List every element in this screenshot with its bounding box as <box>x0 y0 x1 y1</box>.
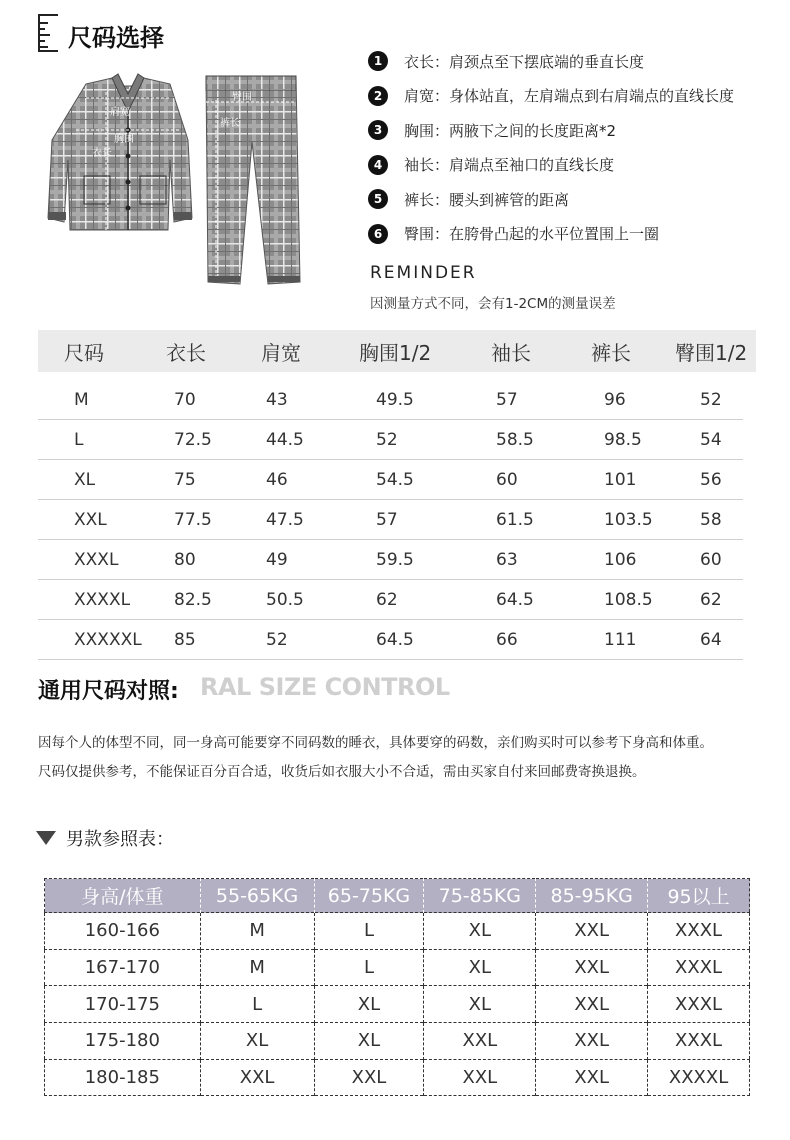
table-cell: 64 <box>700 629 722 650</box>
table-cell: 175-180 <box>45 1023 201 1060</box>
table-cell: XXXL <box>648 986 750 1023</box>
reminder-title: REMINDER <box>370 263 477 283</box>
table-row <box>38 580 743 620</box>
table-cell: M <box>74 389 89 410</box>
table-cell: 57 <box>376 509 398 530</box>
table-row <box>45 986 750 1023</box>
table-cell: XL <box>424 913 536 950</box>
table-row <box>38 500 743 540</box>
note-desc: 两腋下之间的长度距离*2 <box>449 121 617 140</box>
table-cell: M <box>200 913 314 950</box>
table-cell: XXL <box>536 913 648 950</box>
note-item <box>368 182 788 217</box>
table-cell: 62 <box>700 589 722 610</box>
table-cell: 54 <box>700 429 722 450</box>
table-cell: 103.5 <box>604 509 653 530</box>
table-cell: 180-185 <box>45 1059 201 1096</box>
table-cell: 52 <box>266 629 288 650</box>
note-desc: 肩颈点至下摆底端的垂直长度 <box>449 52 645 71</box>
table-cell: 63 <box>496 549 518 570</box>
header-cell: 85-95KG <box>536 879 648 913</box>
table-cell: 96 <box>604 389 626 410</box>
number-badge-icon: 4 <box>368 155 388 175</box>
reference-title: 男款参照表： <box>66 829 174 850</box>
table-cell: 43 <box>266 389 288 410</box>
pajama-illustration <box>46 72 306 297</box>
table-cell: XXL <box>314 1059 424 1096</box>
note-item <box>368 79 788 114</box>
size-table-body <box>38 380 756 660</box>
table-cell: XXL <box>424 1059 536 1096</box>
table-cell: 52 <box>700 389 722 410</box>
table-cell: XL <box>314 986 424 1023</box>
table-cell: 85 <box>174 629 196 650</box>
table-row <box>38 420 743 460</box>
table-cell: 56 <box>700 469 722 490</box>
general-size-subtitle: RAL SIZE CONTROL <box>200 673 450 701</box>
table-cell: XL <box>200 1023 314 1060</box>
table-cell: XXXXL <box>74 589 131 610</box>
triangle-down-icon <box>36 831 56 845</box>
size-table <box>38 330 756 660</box>
header-cell: 肩宽 <box>261 340 301 365</box>
measurement-notes <box>368 44 788 251</box>
header-cell: 胸围1/2 <box>359 340 432 365</box>
note-desc: 身体站直，左肩端点到右肩端点的直线长度 <box>449 87 735 106</box>
table-cell: 49 <box>266 549 288 570</box>
table-cell: XXL <box>536 1059 648 1096</box>
table-cell: 61.5 <box>496 509 534 530</box>
table-cell: 58.5 <box>496 429 534 450</box>
table-cell: 108.5 <box>604 589 653 610</box>
table-cell: XXXXL <box>648 1059 750 1096</box>
table-row <box>38 620 743 660</box>
table-cell: 64.5 <box>376 629 414 650</box>
size-table-header <box>38 330 756 372</box>
table-cell: 47.5 <box>266 509 304 530</box>
note-name: 袖长： <box>404 156 450 175</box>
length-label: 衣长 <box>92 148 112 159</box>
header-cell: 尺码 <box>64 340 104 365</box>
note-desc: 腰头到裤管的距离 <box>449 190 570 209</box>
table-cell: XXXL <box>74 549 119 570</box>
table-cell: L <box>314 949 424 986</box>
general-size-title: 通用尺码对照: <box>38 679 179 704</box>
note-name: 衣长： <box>404 52 450 71</box>
number-badge-icon: 5 <box>368 189 388 209</box>
table-cell: 50.5 <box>266 589 304 610</box>
header-cell: 衣长 <box>166 340 206 365</box>
number-badge-icon: 1 <box>368 51 388 71</box>
table-cell: 106 <box>604 549 637 570</box>
number-badge-icon: 2 <box>368 86 388 106</box>
header-cell: 55-65KG <box>200 879 314 913</box>
table-cell: XL <box>74 469 96 490</box>
note-name: 裤长： <box>404 190 450 209</box>
table-cell: XXL <box>200 1059 314 1096</box>
table-cell: XXL <box>74 509 107 530</box>
note-name: 肩宽： <box>404 87 450 106</box>
general-text-line: 尺码仅提供参考，不能保证百分百合适，收货后如衣服大小不合适，需由买家自付来回邮费寄换退换。 <box>38 764 646 780</box>
table-cell: XXL <box>536 1023 648 1060</box>
table-cell: 52 <box>376 429 398 450</box>
table-cell: 82.5 <box>174 589 212 610</box>
table-cell: XL <box>314 1023 424 1060</box>
pants-length-label: 裤长 <box>220 118 240 129</box>
header-cell: 臀围1/2 <box>675 340 748 365</box>
table-row <box>45 1023 750 1060</box>
header-cell: 95以上 <box>648 879 750 913</box>
note-name: 臀围： <box>404 225 450 244</box>
table-cell: 98.5 <box>604 429 642 450</box>
shoulder-label: 肩宽 <box>110 107 130 118</box>
note-name: 胸围： <box>404 121 450 140</box>
table-cell: 49.5 <box>376 389 414 410</box>
table-cell: 72.5 <box>174 429 212 450</box>
table-cell: 59.5 <box>376 549 414 570</box>
table-cell: 46 <box>266 469 288 490</box>
header-cell: 袖长 <box>491 340 531 365</box>
table-cell: 77.5 <box>174 509 212 530</box>
table-cell: 75 <box>174 469 196 490</box>
table-cell: XXXXXL <box>74 629 142 650</box>
table-cell: 160-166 <box>45 913 201 950</box>
header-cell: 身高/体重 <box>45 879 201 913</box>
header-cell: 裤长 <box>591 340 631 365</box>
table-row <box>38 460 743 500</box>
ruler-icon <box>38 14 58 52</box>
table-row <box>45 949 750 986</box>
header-cell: 75-85KG <box>424 879 536 913</box>
table-cell: 60 <box>496 469 518 490</box>
header-cell: 65-75KG <box>314 879 424 913</box>
table-cell: XXXL <box>648 1023 750 1060</box>
table-cell: 64.5 <box>496 589 534 610</box>
table-cell: XXXL <box>648 913 750 950</box>
pants <box>206 76 300 284</box>
table-cell: 54.5 <box>376 469 414 490</box>
table-cell: XXL <box>424 1023 536 1060</box>
table-cell: XL <box>424 949 536 986</box>
table-cell: 170-175 <box>45 986 201 1023</box>
table-cell: 80 <box>174 549 196 570</box>
table-cell: 57 <box>496 389 518 410</box>
table-cell: 101 <box>604 469 637 490</box>
table-cell: 62 <box>376 589 398 610</box>
table-cell: 58 <box>700 509 722 530</box>
note-item <box>368 217 788 252</box>
table-cell: L <box>314 913 424 950</box>
table-cell: 111 <box>604 629 637 650</box>
chest-label: 胸围 <box>114 134 134 145</box>
pajama-image <box>46 72 306 297</box>
note-item <box>368 148 788 183</box>
note-desc: 在胯骨凸起的水平位置围上一圈 <box>449 225 660 244</box>
table-cell: 66 <box>496 629 518 650</box>
note-desc: 肩端点至袖口的直线长度 <box>449 156 615 175</box>
reference-table <box>44 878 750 1096</box>
note-item <box>368 44 788 79</box>
reminder-text: 因测量方式不同，会有1-2CM的测量误差 <box>370 296 616 312</box>
hip-label: 臀围 <box>232 92 252 103</box>
table-row <box>38 540 743 580</box>
reference-header-row <box>45 879 750 913</box>
table-cell: 70 <box>174 389 196 410</box>
table-cell: XXL <box>536 949 648 986</box>
shirt <box>48 74 192 230</box>
general-text-line: 因每个人的体型不同，同一身高可能要穿不同码数的睡衣，具体要穿的码数，亲们购买时可以参考下身高和体重。 <box>38 735 713 751</box>
table-row <box>38 380 743 420</box>
table-cell: XXXL <box>648 949 750 986</box>
reference-heading <box>36 826 174 850</box>
number-badge-icon: 3 <box>368 120 388 140</box>
page-title: 尺码选择 <box>68 24 164 52</box>
table-cell: M <box>200 949 314 986</box>
table-cell: XL <box>424 986 536 1023</box>
table-cell: 167-170 <box>45 949 201 986</box>
number-badge-icon: 6 <box>368 224 388 244</box>
note-item <box>368 113 788 148</box>
table-cell: L <box>200 986 314 1023</box>
table-cell: XXL <box>536 986 648 1023</box>
table-cell: 44.5 <box>266 429 304 450</box>
table-cell: 60 <box>700 549 722 570</box>
table-row <box>45 913 750 950</box>
table-cell: L <box>74 429 84 450</box>
table-row <box>45 1059 750 1096</box>
